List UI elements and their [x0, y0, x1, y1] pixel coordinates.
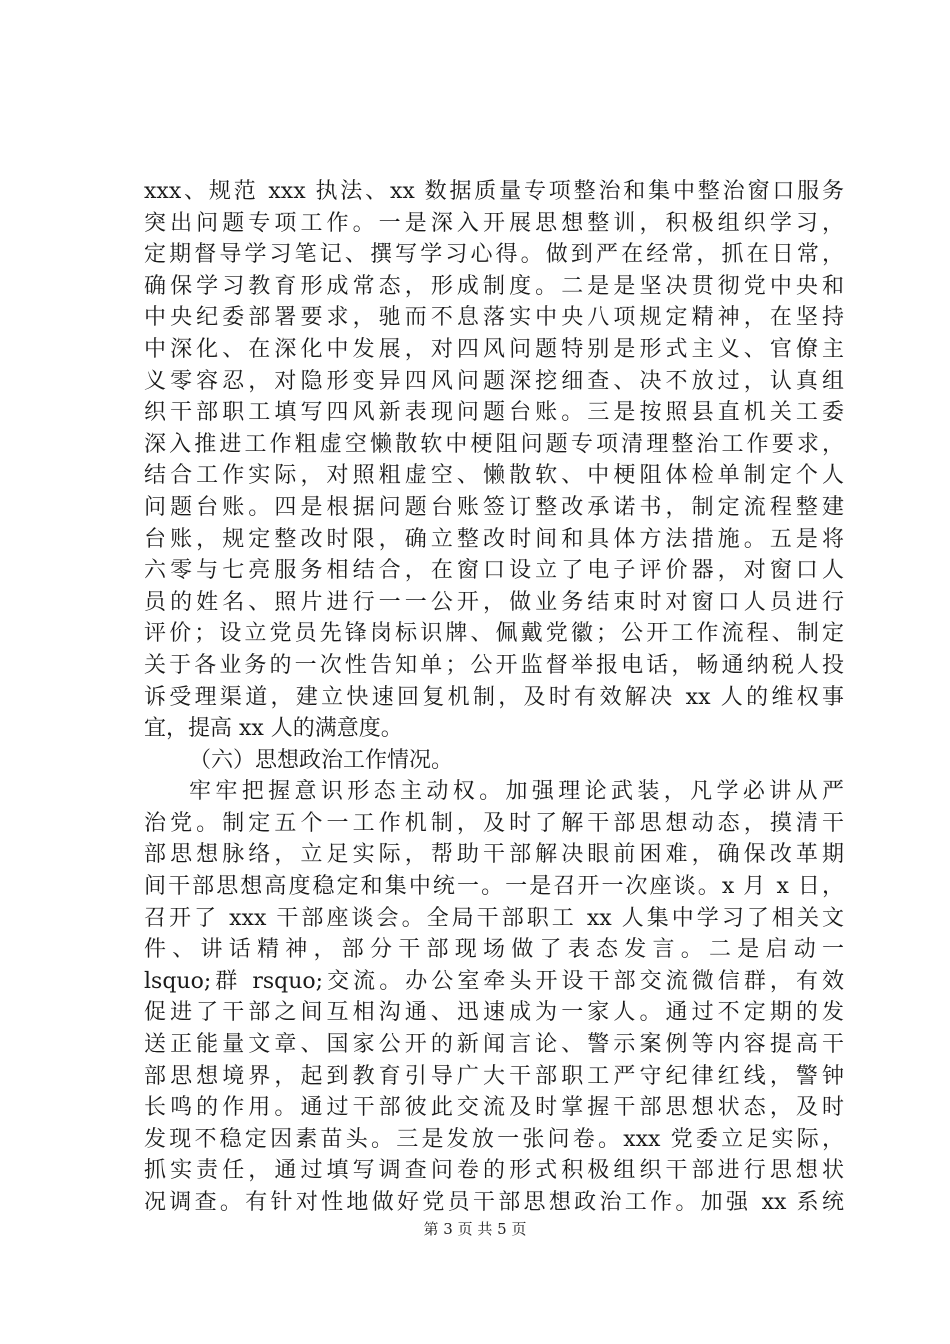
- body-line: 问题台账。四是根据问题台账签订整改承诺书，制定流程整建: [144, 494, 844, 520]
- body-line: 员的姓名、照片进行一一公开，做业务结束时对窗口人员进行: [144, 589, 844, 615]
- body-line: 发现不稳定因素苗头。三是发放一张问卷。xxx 党委立足实际，: [144, 1126, 844, 1152]
- body-line: 中深化、在深化中发展，对四风问题特别是形式主义、官僚主: [144, 336, 844, 362]
- document-body: [144, 176, 844, 1219]
- body-line: 深入推进工作粗虚空懒散软中梗阻问题专项清理整治工作要求，: [144, 431, 844, 457]
- body-line: 召开了 xxx 干部座谈会。全局干部职工 xx 人集中学习了相关文: [144, 905, 844, 931]
- body-line: 义零容忍，对隐形变异四风问题深挖细查、决不放过，认真组: [144, 368, 844, 394]
- body-line: 突出问题专项工作。一是深入开展思想整训，积极组织学习，: [144, 210, 844, 236]
- body-line: xxx、规范 xxx 执法、xx 数据质量专项整治和集中整治窗口服务: [144, 179, 844, 204]
- body-line: 部思想境界，起到教育引导广大干部职工严守纪律红线，警钟: [144, 1063, 844, 1089]
- body-line: 送正能量文章、国家公开的新闻言论、警示案例等内容提高干: [144, 1032, 844, 1058]
- page-footer: 第 3 页 共 5 页: [423, 1220, 527, 1238]
- body-line: 况调查。有针对性地做好党员干部思想政治工作。加强 xx 系统: [144, 1190, 844, 1215]
- body-line: 件、讲话精神，部分干部现场做了表态发言。二是启动一: [144, 937, 844, 963]
- body-line: 宜，提高 xx 人的满意度。: [144, 716, 403, 742]
- body-line: 长鸣的作用。通过干部彼此交流及时掌握干部思想状态，及时: [144, 1095, 844, 1121]
- body-line: 关于各业务的一次性告知单；公开监督举报电话，畅通纳税人投: [144, 652, 844, 678]
- body-line: 诉受理渠道，建立快速回复机制，及时有效解决 xx 人的维权事: [144, 684, 844, 710]
- body-line: 台账，规定整改时限，确立整改时间和具体方法措施。五是将: [144, 526, 844, 552]
- body-line: 治党。制定五个一工作机制，及时了解干部思想动态，摸清干: [144, 810, 844, 836]
- body-line: 织干部职工填写四风新表现问题台账。三是按照县直机关工委: [144, 400, 844, 426]
- body-line: 中央纪委部署要求，驰而不息落实中央八项规定精神，在坚持: [144, 305, 844, 331]
- body-line: 结合工作实际，对照粗虚空、懒散软、中梗阻体检单制定个人: [144, 463, 844, 489]
- body-line: 部思想脉络，立足实际，帮助干部解决眼前困难，确保改革期: [144, 842, 844, 868]
- body-line: 六零与七亮服务相结合，在窗口设立了电子评价器，对窗口人: [144, 558, 844, 584]
- body-line: 间干部思想高度稳定和集中统一。一是召开一次座谈。x 月 x 日，: [144, 874, 844, 900]
- body-line: 确保学习教育形成常态，形成制度。二是是坚决贯彻党中央和: [144, 273, 844, 299]
- body-line: 定期督导学习笔记、撰写学习心得。做到严在经常，抓在日常，: [144, 242, 844, 268]
- body-line: 促进了干部之间互相沟通、迅速成为一家人。通过不定期的发: [144, 1000, 844, 1026]
- body-line: 抓实责任，通过填写调查问卷的形式积极组织干部进行思想状: [144, 1158, 844, 1184]
- body-line: lsquo;群 rsquo;交流。办公室牵头开设干部交流微信群，有效: [144, 968, 844, 994]
- section-heading: （六）思想政治工作情况。: [189, 747, 454, 773]
- paragraph-first-line: 牢牢把握意识形态主动权。加强理论武装，凡学必讲从严: [189, 779, 844, 805]
- body-line: 评价；设立党员先锋岗标识牌、佩戴党徽；公开工作流程、制定: [144, 621, 844, 647]
